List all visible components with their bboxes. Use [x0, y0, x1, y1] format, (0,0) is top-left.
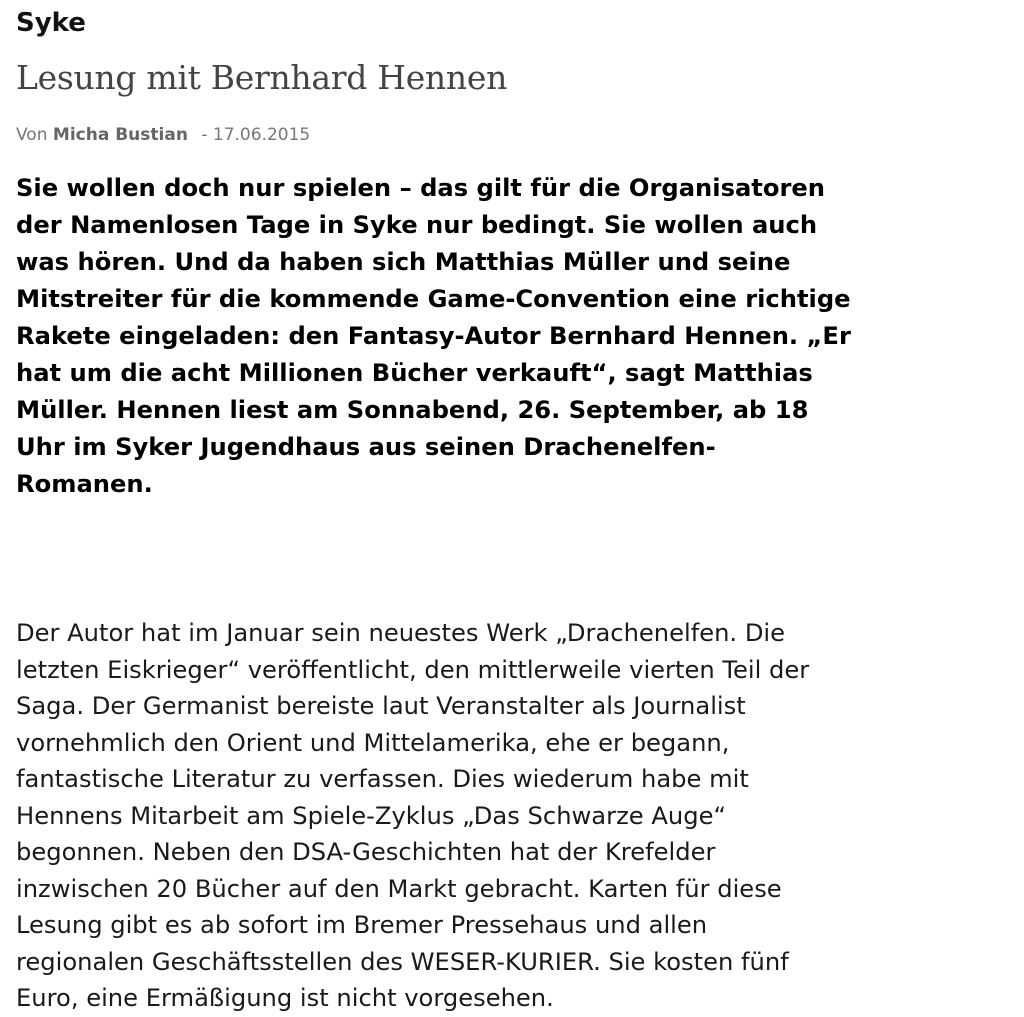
article-kicker: Syke [16, 8, 86, 38]
lead-line: Rakete eingeladen: den Fantasy-Autor Bernhard Hennen. „Er [16, 322, 851, 350]
byline-prefix: Von [16, 125, 48, 145]
article-lead [16, 170, 1006, 503]
lead-line: Sie wollen doch nur spielen – das gilt für die Organisatoren [16, 174, 826, 202]
body-line: inzwischen 20 Bücher auf den Markt gebracht. Karten für diese [16, 874, 782, 903]
lead-line: Mitstreiter für die kommende Game-Convention eine richtige [16, 285, 851, 313]
lead-line: Uhr im Syker Jugendhaus aus seinen Drachenelfen- [16, 433, 716, 461]
body-line: Lesung gibt es ab sofort im Bremer Pressehaus und allen [16, 911, 708, 939]
article [16, 0, 1006, 1017]
byline-separator: - [201, 125, 208, 145]
body-line: begonnen. Neben den DSA-Geschichten hat der Krefelder [16, 838, 716, 866]
body-line: regionalen Geschäftsstellen des WESER-KURIER. Sie kosten fünf [16, 947, 789, 976]
lead-line: was hören. Und da haben sich Matthias Müller und seine [16, 248, 791, 276]
body-line: letzten Eiskrieger“ veröffentlicht, den mittlerweile vierten Teil der [16, 655, 810, 684]
body-line: fantastische Literatur zu verfassen. Dies wiederum habe mit [16, 765, 749, 793]
lead-line: Romanen. [16, 470, 153, 498]
body-line: vornehmlich den Orient und Mittelamerika, ehe er begann, [16, 728, 730, 757]
lead-line: Müller. Hennen liest am Sonnabend, 26. September, ab 18 [16, 396, 809, 424]
article-headline: Lesung mit Bernhard Hennen [16, 58, 508, 97]
body-line: Der Autor hat im Januar sein neuestes Werk „Drachenelfen. Die [16, 619, 786, 647]
lead-line: hat um die acht Millionen Bücher verkauft“, sagt Matthias [16, 359, 813, 387]
body-line: Saga. Der Germanist bereiste laut Veranstalter als Journalist [16, 692, 746, 720]
article-body [16, 615, 1006, 1017]
lead-line: der Namenlosen Tage in Syke nur bedingt. Sie wollen auch [16, 211, 818, 239]
byline-author[interactable]: Micha Bustian [52, 125, 188, 145]
body-line: Euro, eine Ermäßigung ist nicht vorgesehen. [16, 984, 554, 1012]
byline-date: 17.06.2015 [212, 125, 311, 145]
byline [16, 124, 1006, 146]
body-line: Hennens Mitarbeit am Spiele-Zyklus „Das Schwarze Auge“ [16, 801, 726, 830]
